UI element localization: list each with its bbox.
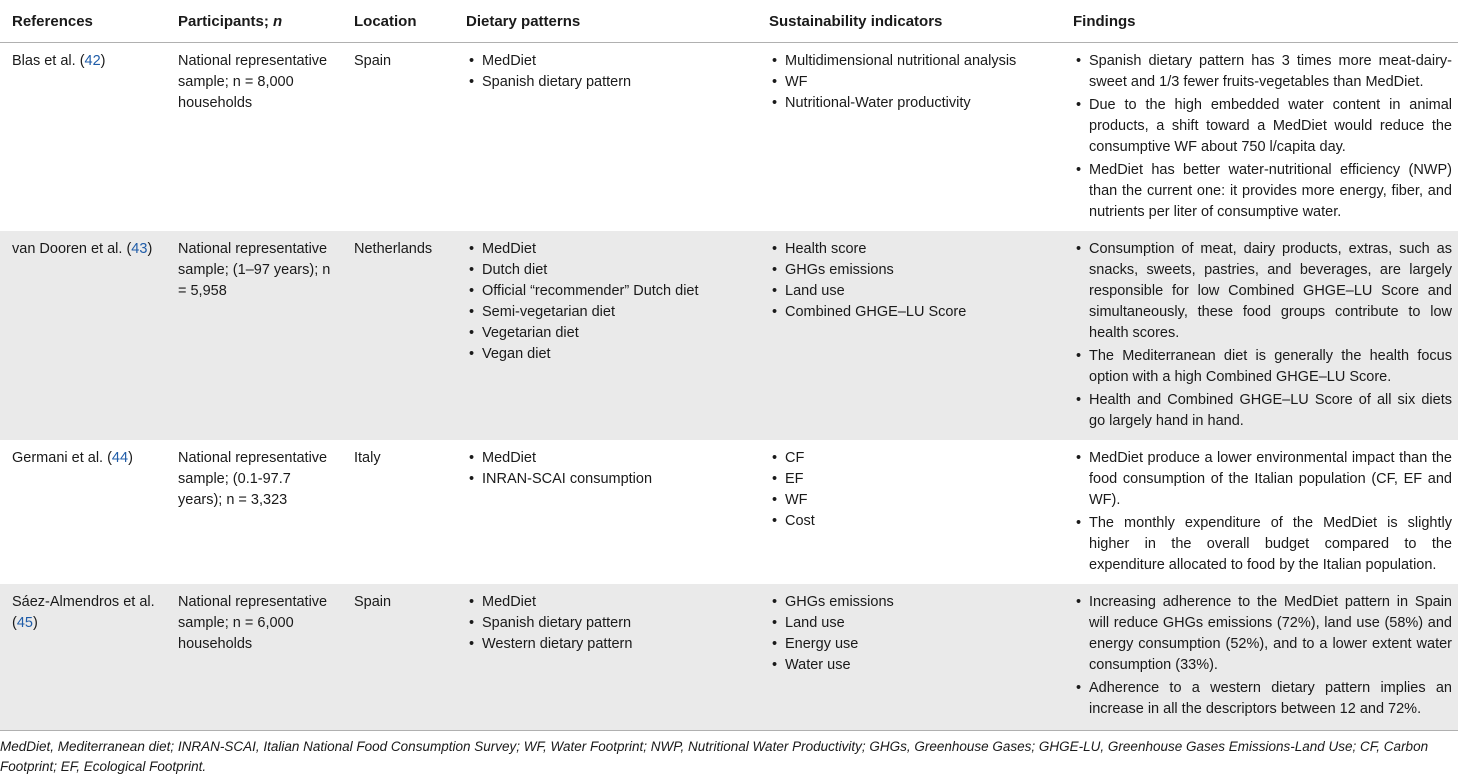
finding-item: • Consumption of meat, dairy products, extras, such as snacks, sweets, pastries, and beverages, are largely responsible for low Combined GHGE–LU Score and simultaneously, these food groups contribute to low health scores. [1073, 239, 1452, 344]
diet-item: • Vegetarian diet [466, 323, 751, 344]
table-row [0, 584, 1458, 731]
finding-item: • MedDiet has better water-nutritional efficiency (NWP) than the current one: it provides more energy, fiber, and nutrients per liter of consumptive water. [1073, 160, 1452, 223]
cell-findings [1061, 231, 1458, 440]
cell-findings-list [1073, 51, 1452, 223]
finding-item: • The Mediterranean diet is generally the health focus option with a high Combined GHGE–LU Score. [1073, 346, 1452, 388]
table-row [0, 440, 1458, 584]
indicator-item: • Land use [769, 613, 1055, 634]
cell-participants: National representative sample; (1–97 years); n = 5,958 [178, 241, 331, 299]
header-findings: Findings [1061, 0, 1458, 43]
cell-indicators [757, 440, 1061, 584]
cell-location: Netherlands [354, 241, 433, 257]
finding-item: • Due to the high embedded water content in animal products, a shift toward a MedDiet would reduce the consumptive WF about 750 l/capita day. [1073, 95, 1452, 158]
cell-dietary-patterns [454, 584, 757, 731]
finding-item: • MedDiet produce a lower environmental impact than the food consumption of the Italian population (CF, EF and WF). [1073, 448, 1452, 511]
cell-reference: van Dooren et al. (43) [12, 241, 153, 257]
cell-participants: National representative sample; (0.1-97.7 years); n = 3,323 [178, 450, 328, 508]
table-body [0, 43, 1458, 731]
cell-indicators [757, 584, 1061, 731]
indicator-item: • GHGs emissions [769, 260, 1055, 281]
cell-reference: Blas et al. (42) [12, 53, 106, 69]
cell-findings [1061, 440, 1458, 584]
cell-dietary-patterns [454, 231, 757, 440]
indicator-item: • Water use [769, 655, 1055, 676]
finding-item: • The monthly expenditure of the MedDiet is slightly higher in the overall budget compared to the expenditure allocated to food by the Italian population. [1073, 513, 1452, 576]
indicator-item: • WF [769, 72, 1055, 93]
reference-link[interactable]: 44 [111, 450, 129, 466]
table-row [0, 43, 1458, 232]
cell-indicators [757, 43, 1061, 232]
cell-findings [1061, 584, 1458, 731]
cell-dietary-patterns-list [466, 239, 751, 365]
table-footnote: MedDiet, Mediterranean diet; INRAN-SCAI, Italian National Food Consumption Survey; WF, Water Footprint; NWP, Nutritional Water Productivity; GHGs, Greenhouse Gases; GHGE-LU, Greenhouse Gases Emissions-Land Use; CF, Carbon Footprint; EF, Ecological Footprint. [0, 739, 1429, 774]
diet-item: • Semi-vegetarian diet [466, 302, 751, 323]
finding-item: • Increasing adherence to the MedDiet pattern in Spain will reduce GHGs emissions (72%), land use (58%) and energy consumption (52%), and to a lower extent water consumption (33%). [1073, 592, 1452, 676]
cell-findings-list [1073, 448, 1452, 576]
indicator-item: • EF [769, 469, 1055, 490]
reference-link[interactable]: 45 [16, 615, 33, 631]
indicator-item: • CF [769, 448, 1055, 469]
indicator-item: • Cost [769, 511, 1055, 532]
cell-dietary-patterns-list [466, 51, 751, 93]
cell-location: Italy [354, 450, 381, 466]
finding-item: • Health and Combined GHGE–LU Score of all six diets go largely hand in hand. [1073, 390, 1452, 432]
cell-findings-list [1073, 239, 1452, 432]
diet-item: • Vegan diet [466, 344, 751, 365]
cell-indicators [757, 231, 1061, 440]
indicator-item: • WF [769, 490, 1055, 511]
indicator-item: • Multidimensional nutritional analysis [769, 51, 1055, 72]
indicator-item: • GHGs emissions [769, 592, 1055, 613]
cell-indicators-list [769, 51, 1055, 114]
diet-item: • Spanish dietary pattern [466, 613, 751, 634]
header-sustainability-indicators: Sustainability indicators [757, 0, 1061, 43]
diet-item: • INRAN-SCAI consumption [466, 469, 751, 490]
cell-reference: Sáez-Almendros et al. (45) [0, 584, 166, 731]
cell-indicators-list [769, 448, 1055, 532]
header-participants: Participants; n [166, 0, 342, 43]
cell-reference: Germani et al. (44) [12, 450, 133, 466]
cell-location: Spain [354, 53, 392, 69]
diet-item: • Official “recommender” Dutch diet [466, 281, 751, 302]
indicator-item: • Health score [769, 239, 1055, 260]
indicator-item: • Energy use [769, 634, 1055, 655]
diet-item: • MedDiet [466, 448, 751, 469]
cell-findings-list [1073, 592, 1452, 720]
diet-item: • MedDiet [466, 592, 751, 613]
cell-dietary-patterns-list [466, 592, 751, 655]
finding-item: • Adherence to a western dietary pattern implies an increase in all the descriptors between 12 and 72%. [1073, 678, 1452, 720]
diet-item: • Spanish dietary pattern [466, 72, 751, 93]
cell-dietary-patterns [454, 43, 757, 232]
diet-item: • MedDiet [466, 239, 751, 260]
header-dietary-patterns: Dietary patterns [454, 0, 757, 43]
table-row [0, 231, 1458, 440]
cell-dietary-patterns [454, 440, 757, 584]
diet-item: • Dutch diet [466, 260, 751, 281]
cell-participants: National representative sample; n = 6,000 households [166, 584, 342, 731]
cell-indicators-list [769, 592, 1055, 676]
diet-item: • MedDiet [466, 51, 751, 72]
header-location: Location [342, 0, 454, 43]
diet-item: • Western dietary pattern [466, 634, 751, 655]
indicator-item: • Land use [769, 281, 1055, 302]
cell-indicators-list [769, 239, 1055, 323]
finding-item: • Spanish dietary pattern has 3 times more meat-dairy-sweet and 1/3 fewer fruits-vegetables than MedDiet. [1073, 51, 1452, 93]
cell-location: Spain [342, 584, 454, 731]
cell-dietary-patterns-list [466, 448, 751, 490]
indicator-item: • Combined GHGE–LU Score [769, 302, 1055, 323]
indicator-item: • Nutritional-Water productivity [769, 93, 1055, 114]
reference-link[interactable]: 42 [84, 53, 101, 69]
table-header [0, 0, 1458, 43]
header-references: References [0, 0, 166, 43]
reference-link[interactable]: 43 [131, 241, 148, 257]
cell-participants: National representative sample; n = 8,000 households [178, 53, 328, 111]
cell-findings [1061, 43, 1458, 232]
